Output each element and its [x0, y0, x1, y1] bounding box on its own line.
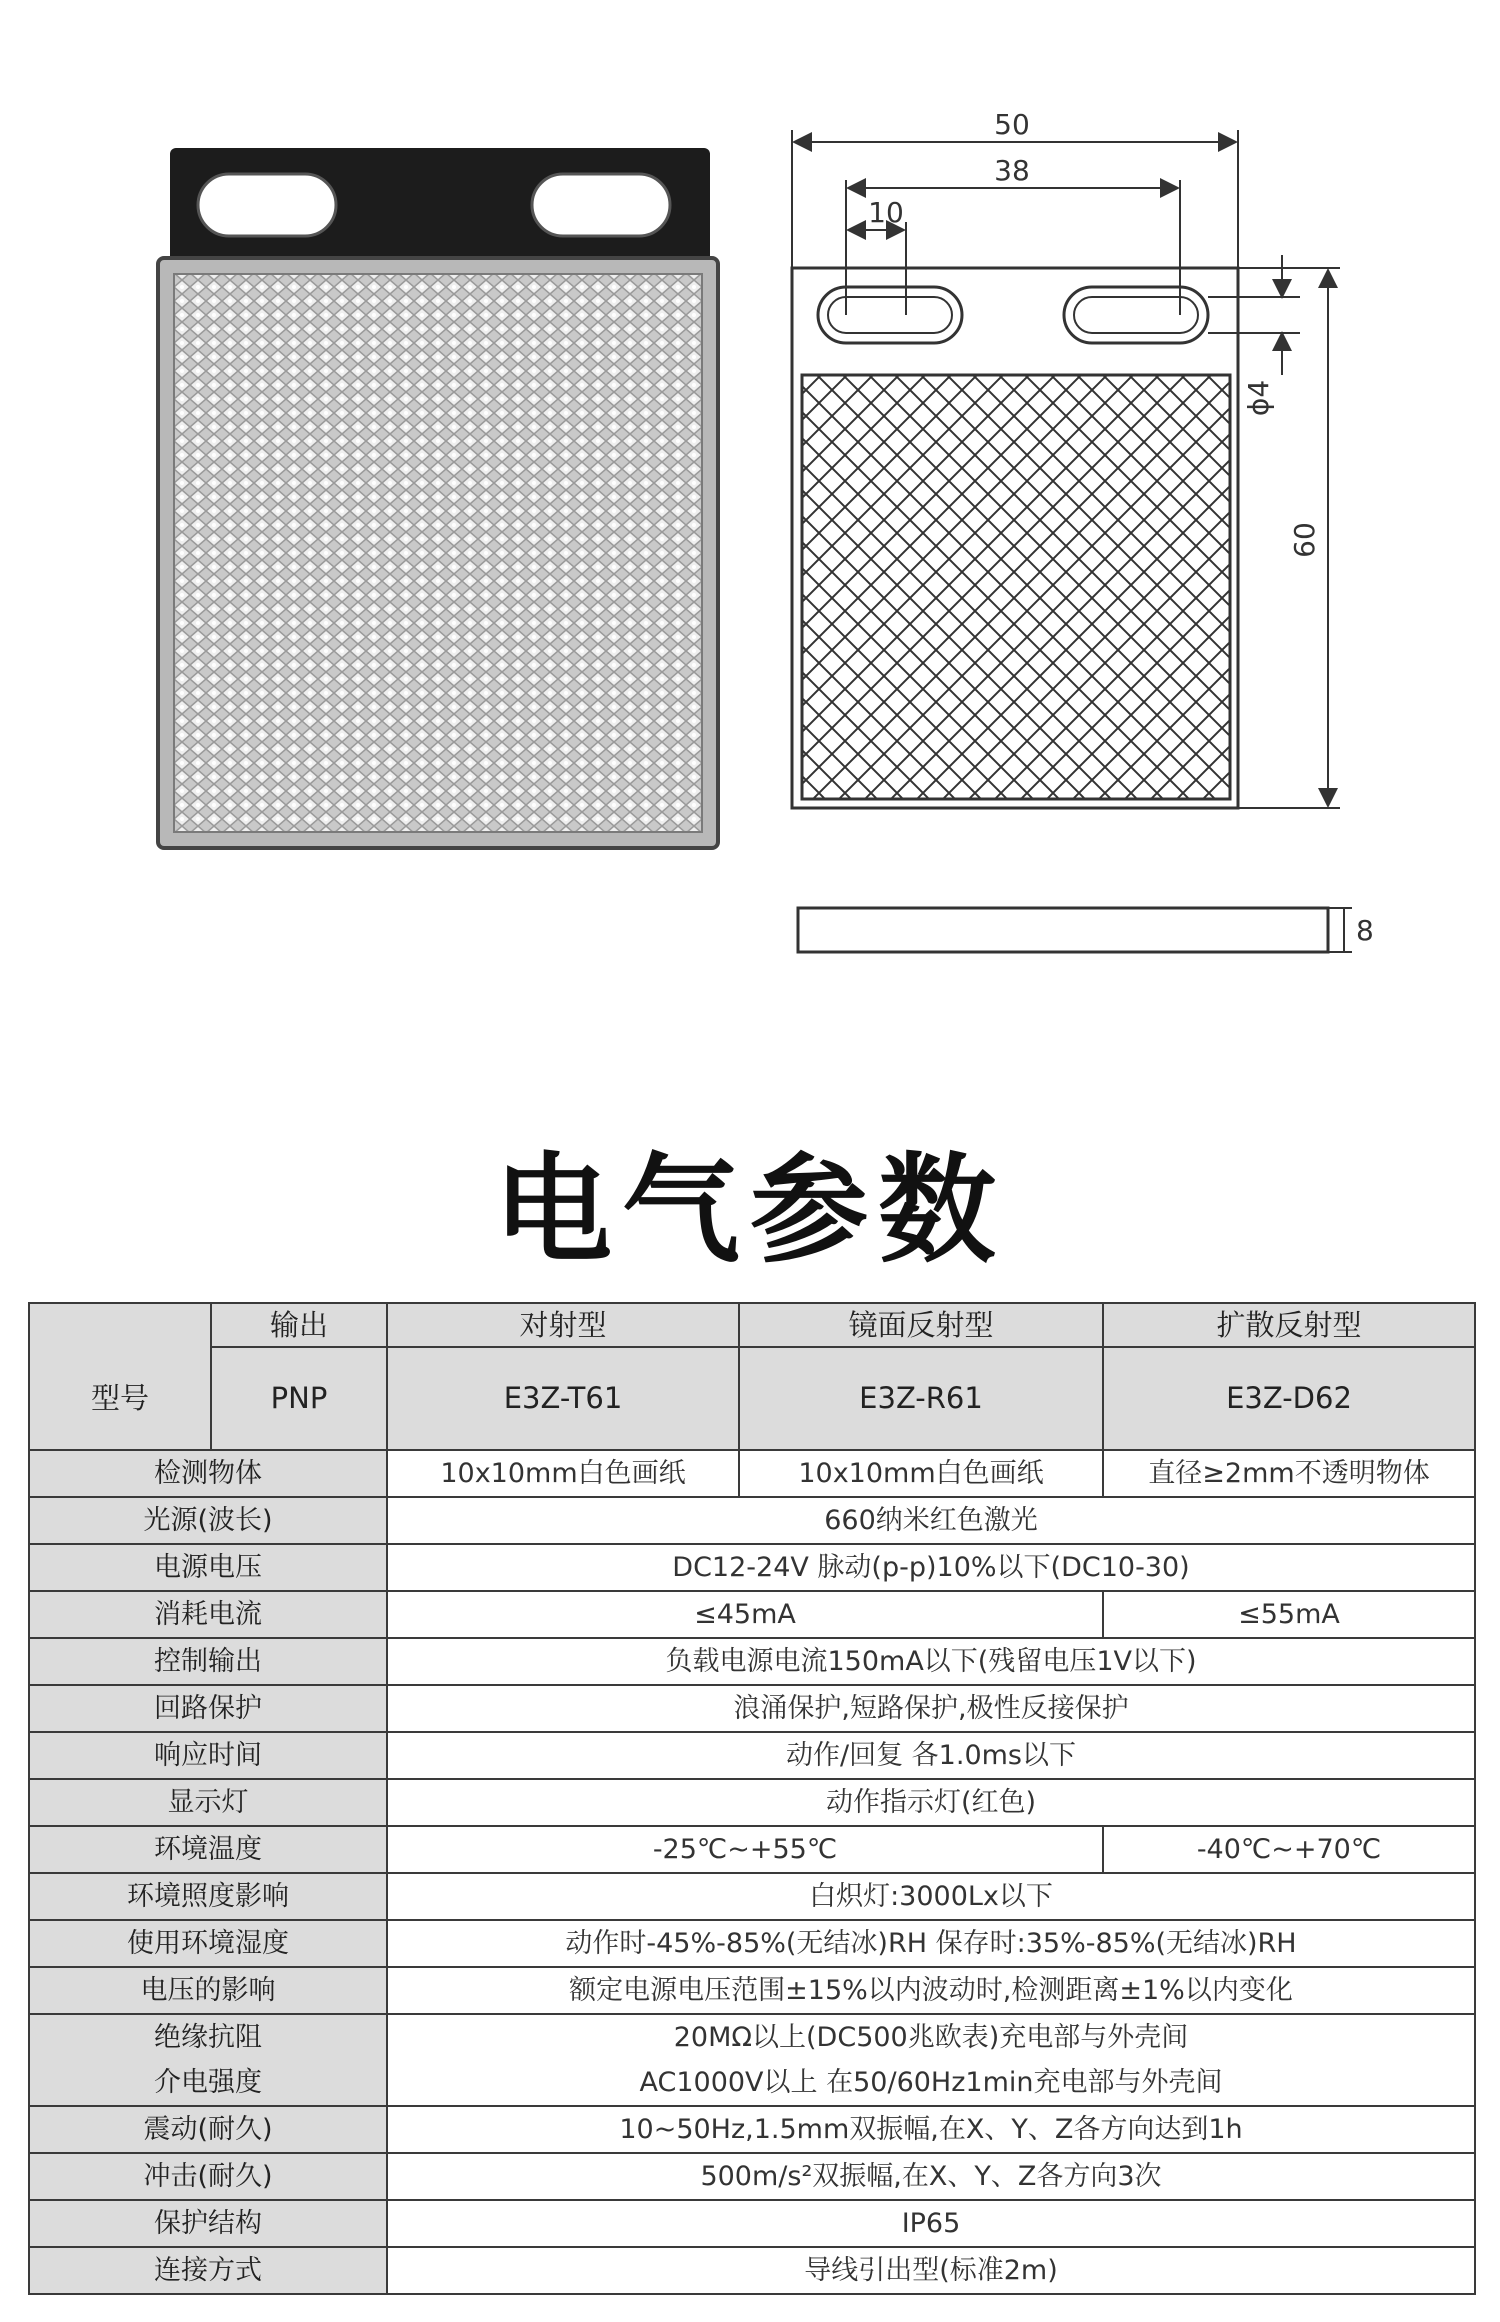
header-blank-cell — [29, 1303, 211, 1347]
row-value: 负载电源电流150mA以下(残留电压1V以下) — [387, 1638, 1475, 1685]
dim-50-label: 50 — [994, 108, 1030, 141]
row-label: 电压的影响 — [29, 1967, 387, 2014]
detect-value-2: 10x10mm白色画纸 — [739, 1450, 1103, 1497]
dim-60-label: 60 — [1288, 522, 1321, 558]
row-value: 20MΩ以上(DC500兆欧表)充电部与外壳间 — [387, 2014, 1475, 2060]
table-row — [29, 1544, 1475, 1591]
row-value: 动作/回复 各1.0ms以下 — [387, 1732, 1475, 1779]
row-value: 660纳米红色激光 — [387, 1497, 1475, 1544]
header-col3: 扩散反射型 — [1103, 1303, 1475, 1347]
header-col2: 镜面反射型 — [739, 1303, 1103, 1347]
dim-hole-label: ϕ4 — [1242, 379, 1275, 417]
detect-value-3: 直径≥2mm不透明物体 — [1103, 1450, 1475, 1497]
row-label: 绝缘抗阻 — [29, 2014, 387, 2060]
row-value: 动作时-45%-85%(无结冰)RH 保存时:35%-85%(无结冰)RH — [387, 1920, 1475, 1967]
row-label: 环境照度影响 — [29, 1873, 387, 1920]
table-row — [29, 2106, 1475, 2153]
table-row — [29, 1826, 1475, 1873]
row-value: IP65 — [387, 2200, 1475, 2247]
table-row — [29, 1347, 1475, 1450]
table-row — [29, 1967, 1475, 2014]
header-pnp: PNP — [211, 1347, 387, 1450]
dimension-drawing — [0, 0, 1500, 1000]
row-label: 介电强度 — [29, 2060, 387, 2106]
header-col1: 对射型 — [387, 1303, 739, 1347]
row-label: 消耗电流 — [29, 1591, 387, 1638]
dim-8-label: 8 — [1356, 914, 1374, 947]
row-label: 使用环境湿度 — [29, 1920, 387, 1967]
row-value: 浪涌保护,短路保护,极性反接保护 — [387, 1685, 1475, 1732]
table-row — [29, 1920, 1475, 1967]
row-label: 控制输出 — [29, 1638, 387, 1685]
row-label: 震动(耐久) — [29, 2106, 387, 2153]
row-label: 响应时间 — [29, 1732, 387, 1779]
row-label: 光源(波长) — [29, 1497, 387, 1544]
table-row — [29, 1303, 1475, 1347]
current-left-value: ≤45mA — [387, 1591, 1103, 1638]
header-output-label: 输出 — [211, 1303, 387, 1347]
row-label: 冲击(耐久) — [29, 2153, 387, 2200]
table-row — [29, 2200, 1475, 2247]
row-value: 额定电源电压范围±15%以内波动时,检测距离±1%以内变化 — [387, 1967, 1475, 2014]
table-row — [29, 1497, 1475, 1544]
row-value: 10~50Hz,1.5mm双振幅,在X、Y、Z各方向达到1h — [387, 2106, 1475, 2153]
header-type-label: 型号 — [29, 1347, 211, 1450]
table-row — [29, 2014, 1475, 2060]
row-label: 回路保护 — [29, 1685, 387, 1732]
model-e3z-r61: E3Z-R61 — [739, 1347, 1103, 1450]
row-value: 动作指示灯(红色) — [387, 1779, 1475, 1826]
table-row — [29, 1873, 1475, 1920]
temp-left-value: -25℃~+55℃ — [387, 1826, 1103, 1873]
current-right-value: ≤55mA — [1103, 1591, 1475, 1638]
table-row — [29, 2060, 1475, 2106]
temp-right-value: -40℃~+70℃ — [1103, 1826, 1475, 1873]
table-row — [29, 1732, 1475, 1779]
row-label: 连接方式 — [29, 2247, 387, 2294]
dim-38-label: 38 — [994, 154, 1030, 187]
row-label: 显示灯 — [29, 1779, 387, 1826]
row-value: 白炽灯:3000Lx以下 — [387, 1873, 1475, 1920]
model-e3z-d62: E3Z-D62 — [1103, 1347, 1475, 1450]
table-row — [29, 2247, 1475, 2294]
row-value: DC12-24V 脉动(p-p)10%以下(DC10-30) — [387, 1544, 1475, 1591]
row-value: 导线引出型(标准2m) — [387, 2247, 1475, 2294]
spec-table — [28, 1302, 1476, 2295]
table-row — [29, 2153, 1475, 2200]
detect-value-1: 10x10mm白色画纸 — [387, 1450, 739, 1497]
row-label: 保护结构 — [29, 2200, 387, 2247]
row-label: 检测物体 — [29, 1450, 387, 1497]
model-e3z-t61: E3Z-T61 — [387, 1347, 739, 1450]
dim-10-label: 10 — [868, 196, 904, 229]
row-value: 500m/s²双振幅,在X、Y、Z各方向3次 — [387, 2153, 1475, 2200]
table-row — [29, 1450, 1475, 1497]
table-row — [29, 1779, 1475, 1826]
page-title: 电气参数 — [493, 1141, 1006, 1279]
row-label: 环境温度 — [29, 1826, 387, 1873]
table-row — [29, 1591, 1475, 1638]
table-row — [29, 1638, 1475, 1685]
row-value: AC1000V以上 在50/60Hz1min充电部与外壳间 — [387, 2060, 1475, 2106]
row-label: 电源电压 — [29, 1544, 387, 1591]
table-row — [29, 1685, 1475, 1732]
